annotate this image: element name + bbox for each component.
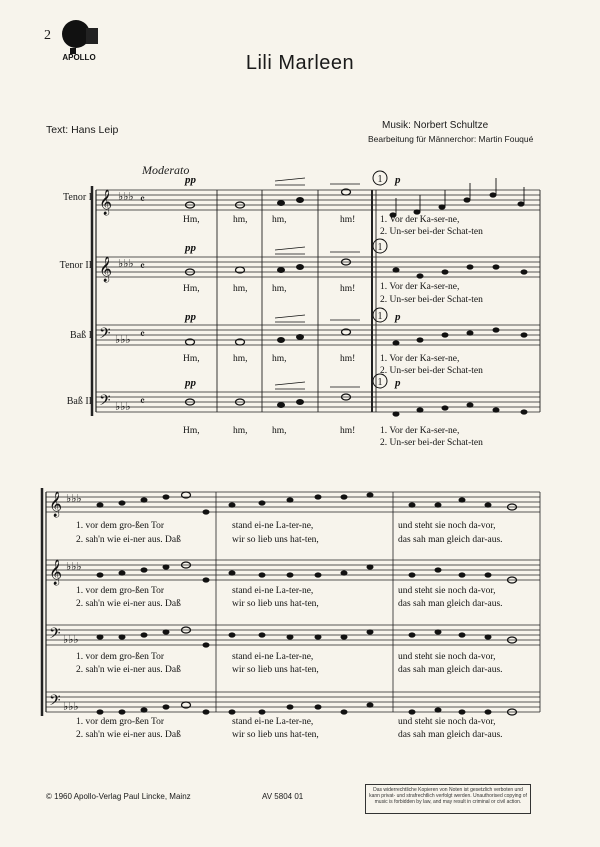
svg-text:1. vor dem gro-ßen Tor: 1. vor dem gro-ßen Tor xyxy=(76,717,165,727)
dynamic-pp: pp xyxy=(185,377,196,389)
svg-text:Hm,: Hm, xyxy=(183,284,200,294)
arrangement-credit: Bearbeitung für Männerchor: Martin Fouqué xyxy=(368,134,534,144)
svg-text:stand ei-ne La-ter-ne,: stand ei-ne La-ter-ne, xyxy=(232,586,314,596)
text-credit: Text: Hans Leip xyxy=(46,124,119,136)
page-number: 2 xyxy=(44,28,51,43)
svg-text:stand ei-ne La-ter-ne,: stand ei-ne La-ter-ne, xyxy=(232,717,314,727)
svg-text:𝄴: 𝄴 xyxy=(140,328,145,341)
svg-text:𝄢: 𝄢 xyxy=(49,625,61,646)
svg-text:hm,: hm, xyxy=(233,426,248,436)
treble-clef-icon: 𝄞 xyxy=(99,257,113,282)
dynamic-p: p xyxy=(395,174,401,186)
svg-text:Hm,: Hm, xyxy=(183,354,200,364)
dynamic-pp: pp xyxy=(185,174,196,186)
rehearsal-mark-1: 1 xyxy=(377,242,383,253)
svg-text:2. Un-ser bei-der Schat-ten: 2. Un-ser bei-der Schat-ten xyxy=(380,438,483,448)
svg-text:1. Vor der Ka-ser-ne,: 1. Vor der Ka-ser-ne, xyxy=(380,282,460,292)
svg-text:♭♭♭: ♭♭♭ xyxy=(118,257,134,270)
dynamic-pp: pp xyxy=(185,311,196,323)
tempo-marking: Moderato xyxy=(142,163,190,177)
voice-label-tenor1: Tenor I xyxy=(62,192,92,203)
catalog-number: AV 5804 01 xyxy=(262,792,304,801)
page-title: Lili Marleen xyxy=(245,52,355,74)
svg-text:hm,: hm, xyxy=(272,426,287,436)
svg-text:das sah man gleich dar-aus.: das sah man gleich dar-aus. xyxy=(398,535,503,545)
svg-text:und steht sie noch da-vor,: und steht sie noch da-vor, xyxy=(398,521,496,531)
svg-text:und steht sie noch da-vor,: und steht sie noch da-vor, xyxy=(398,652,496,662)
svg-text:𝄴: 𝄴 xyxy=(140,193,145,206)
svg-text:das sah man gleich dar-aus.: das sah man gleich dar-aus. xyxy=(398,730,503,740)
svg-text:♭♭♭: ♭♭♭ xyxy=(63,700,79,713)
svg-text:♭♭♭: ♭♭♭ xyxy=(66,492,82,505)
svg-text:hm,: hm, xyxy=(233,354,248,364)
svg-text:♭♭♭: ♭♭♭ xyxy=(66,560,82,573)
voice-label-bass2: Baß II xyxy=(66,396,92,407)
svg-text:2. Un-ser bei-der Schat-ten: 2. Un-ser bei-der Schat-ten xyxy=(380,295,483,305)
rehearsal-mark-1: 1 xyxy=(377,174,383,185)
svg-text:hm!: hm! xyxy=(340,215,356,225)
rehearsal-mark-1: 1 xyxy=(377,311,383,322)
svg-text:stand ei-ne La-ter-ne,: stand ei-ne La-ter-ne, xyxy=(232,652,314,662)
svg-text:2. Un-ser bei-der Schat-ten: 2. Un-ser bei-der Schat-ten xyxy=(380,366,483,376)
svg-text:Hm,: Hm, xyxy=(183,215,200,225)
svg-text:𝄞: 𝄞 xyxy=(49,560,63,585)
svg-text:♭♭♭: ♭♭♭ xyxy=(118,190,134,203)
bass-clef-icon: 𝄢 xyxy=(99,392,111,413)
svg-text:das sah man gleich dar-aus.: das sah man gleich dar-aus. xyxy=(398,665,503,675)
logo-text: APOLLO xyxy=(62,53,96,62)
svg-text:1. Vor der Ka-ser-ne,: 1. Vor der Ka-ser-ne, xyxy=(380,426,460,436)
svg-text:2. Un-ser bei-der Schat-ten: 2. Un-ser bei-der Schat-ten xyxy=(380,227,483,237)
voice-label-bass1: Baß I xyxy=(70,330,92,341)
svg-text:hm!: hm! xyxy=(340,354,356,364)
svg-text:hm!: hm! xyxy=(340,426,356,436)
treble-clef-icon: 𝄞 xyxy=(99,190,113,215)
dynamic-p: p xyxy=(395,377,401,389)
svg-text:Hm,: Hm, xyxy=(183,426,200,436)
svg-text:hm,: hm, xyxy=(233,284,248,294)
svg-text:2. sah'n wie ei-ner aus. Daß: 2. sah'n wie ei-ner aus. Daß xyxy=(76,599,181,609)
svg-text:stand ei-ne La-ter-ne,: stand ei-ne La-ter-ne, xyxy=(232,521,314,531)
svg-text:𝄴: 𝄴 xyxy=(140,260,145,273)
voice-label-tenor2: Tenor II xyxy=(59,260,92,271)
svg-text:♭♭♭: ♭♭♭ xyxy=(115,333,131,346)
dynamic-p: p xyxy=(395,311,401,323)
svg-text:wir so lieb uns hat-ten,: wir so lieb uns hat-ten, xyxy=(232,599,319,609)
svg-text:und steht sie noch da-vor,: und steht sie noch da-vor, xyxy=(398,586,496,596)
svg-text:das sah man gleich dar-aus.: das sah man gleich dar-aus. xyxy=(398,599,503,609)
dynamic-pp: pp xyxy=(185,242,196,254)
clefs-keys xyxy=(99,189,145,413)
svg-text:𝄞: 𝄞 xyxy=(49,492,63,517)
system1-lyrics xyxy=(183,215,483,448)
rehearsal-mark-1: 1 xyxy=(377,377,383,388)
svg-text:wir so lieb uns hat-ten,: wir so lieb uns hat-ten, xyxy=(232,665,319,675)
svg-text:und steht sie noch da-vor,: und steht sie noch da-vor, xyxy=(398,717,496,727)
svg-text:1. vor dem gro-ßen Tor: 1. vor dem gro-ßen Tor xyxy=(76,586,165,596)
svg-text:hm,: hm, xyxy=(272,284,287,294)
svg-text:2. sah'n wie ei-ner aus. Daß: 2. sah'n wie ei-ner aus. Daß xyxy=(76,665,181,675)
bass-clef-icon: 𝄢 xyxy=(99,325,111,346)
svg-text:2. sah'n wie ei-ner aus. Daß: 2. sah'n wie ei-ner aus. Daß xyxy=(76,535,181,545)
svg-text:𝄴: 𝄴 xyxy=(140,395,145,408)
svg-text:hm,: hm, xyxy=(272,215,287,225)
svg-text:wir so lieb uns hat-ten,: wir so lieb uns hat-ten, xyxy=(232,730,319,740)
svg-text:𝄢: 𝄢 xyxy=(49,692,61,713)
music-credit: Musik: Norbert Schultze xyxy=(382,120,489,131)
svg-text:hm,: hm, xyxy=(272,354,287,364)
svg-text:♭♭♭: ♭♭♭ xyxy=(63,633,79,646)
svg-text:hm,: hm, xyxy=(233,215,248,225)
copy-notice: Das widerrechtliche Kopieren von Noten ist gesetzlich verboten und kann privat- und strafrechtlich verfolgt werden. Unauthorised copying of music is forbidden by law, and may result in criminal or civil action. xyxy=(365,784,531,814)
svg-text:♭♭♭: ♭♭♭ xyxy=(115,400,131,413)
svg-text:wir so lieb uns hat-ten,: wir so lieb uns hat-ten, xyxy=(232,535,319,545)
copyright-text: © 1960 Apollo-Verlag Paul Lincke, Mainz xyxy=(46,792,191,801)
svg-text:2. sah'n wie ei-ner aus. Daß: 2. sah'n wie ei-ner aus. Daß xyxy=(76,730,181,740)
svg-text:hm!: hm! xyxy=(340,284,356,294)
svg-text:1. Vor der Ka-ser-ne,: 1. Vor der Ka-ser-ne, xyxy=(380,354,460,364)
svg-text:1. vor dem gro-ßen Tor: 1. vor dem gro-ßen Tor xyxy=(76,652,165,662)
svg-text:1. vor dem gro-ßen Tor: 1. vor dem gro-ßen Tor xyxy=(76,521,165,531)
svg-text:1. Vor der Ka-ser-ne,: 1. Vor der Ka-ser-ne, xyxy=(380,215,460,225)
